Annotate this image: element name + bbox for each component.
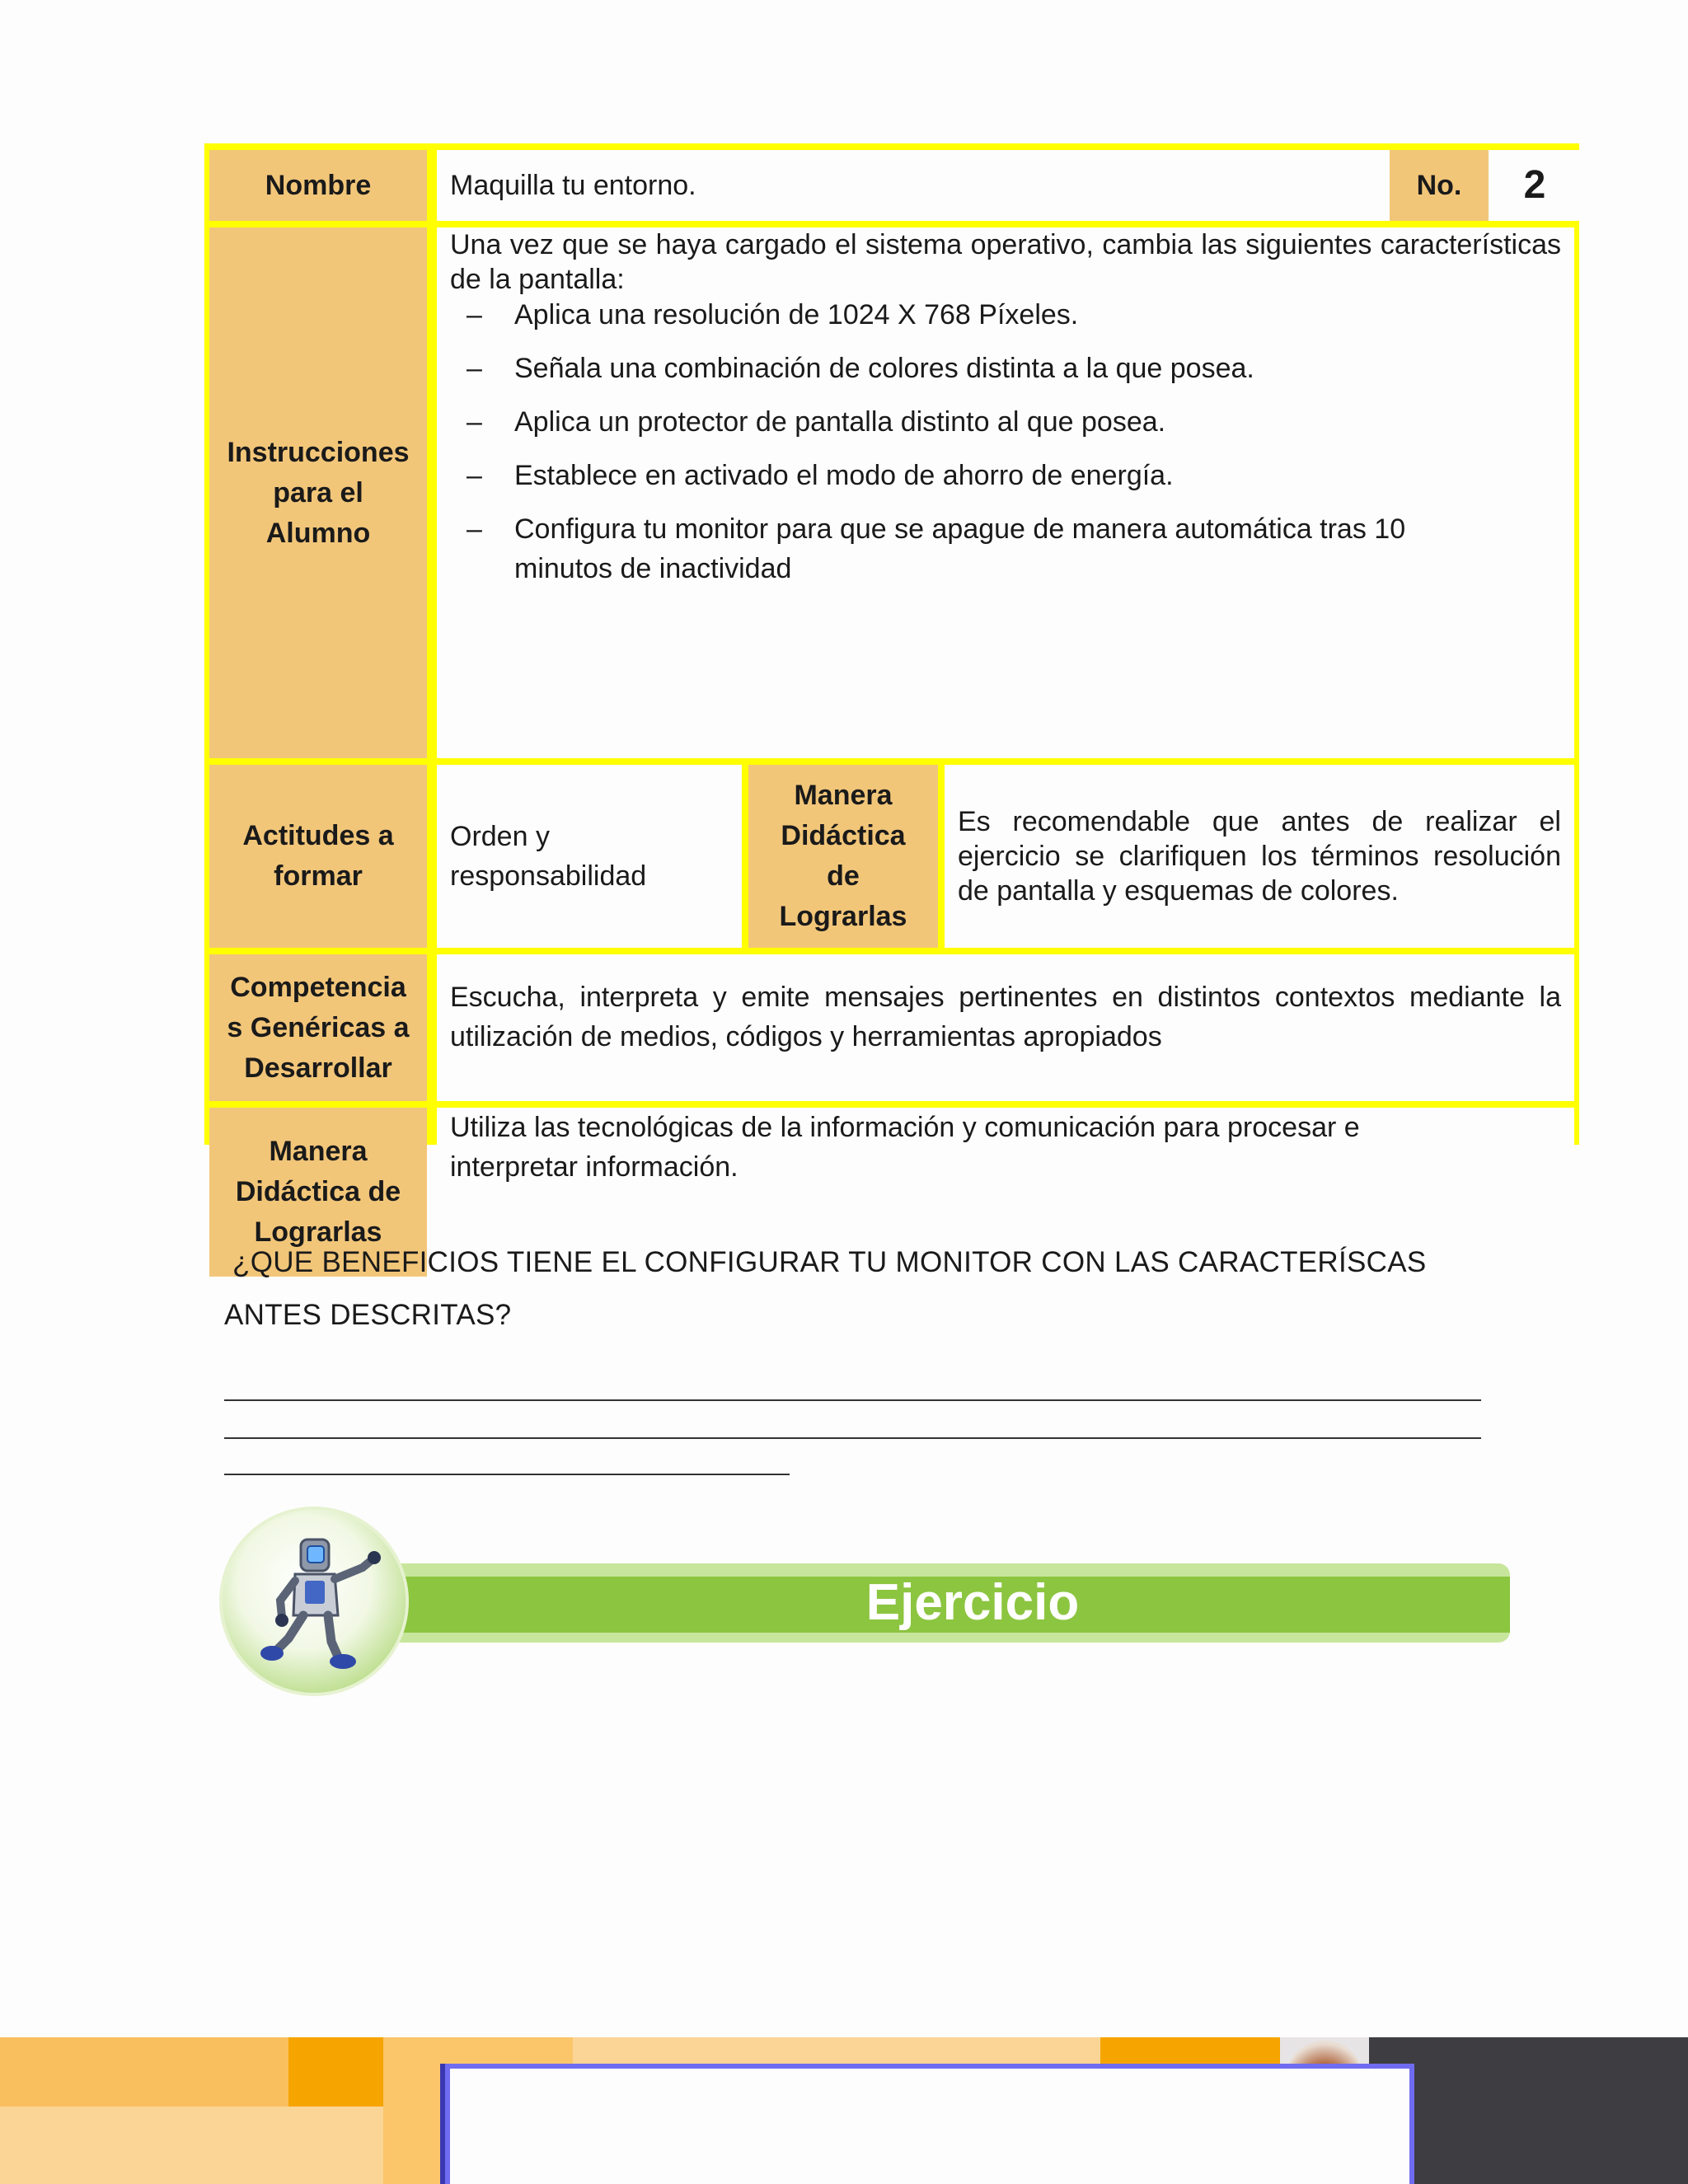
list-item: – Aplica una resolución de 1024 X 768 Píxeles. — [450, 295, 1561, 335]
manera-didactica-value: Es recomendable que antes de realizar el ejercicio se clarifiquen los términos resolución de pantalla y esquemas de colores. — [945, 765, 1574, 948]
instrucciones-content — [437, 227, 1574, 758]
actitudes-label: Actitudes a formar — [209, 765, 427, 948]
nombre-value: Maquilla tu entorno. — [437, 150, 1586, 221]
manera-didactica-label: Manera Didáctica de Lograrlas — [748, 765, 938, 948]
footer-frame — [445, 2064, 1414, 2184]
competencias-value: Escucha, interpreta y emite mensajes pertinentes en distintos contextos mediante la utilización de medios, códigos y herramientas apropiados — [437, 954, 1574, 1101]
question-text: ¿QUE BENEFICIOS TIENE EL CONFIGURAR TU MONITOR CON LAS CARACTERÍSCAS ANTES DESCRITAS? — [224, 1246, 1427, 1331]
list-item: – Configura tu monitor para que se apague de manera automática tras 10 minutos de inactividad — [450, 509, 1561, 588]
manera-didactica-2-label: Manera Didáctica de Lograrlas — [209, 1108, 427, 1277]
instrucciones-list — [450, 295, 1561, 588]
competencias-label: Competencia s Genéricas a Desarrollar — [209, 954, 427, 1101]
instrucciones-intro: Una vez que se haya cargado el sistema operativo, cambia las siguientes características de la pantalla: — [450, 229, 1561, 295]
robot-mascot-icon — [223, 1510, 406, 1693]
footer-block-bottom-left — [0, 2107, 383, 2184]
ejercicio-title: Ejercicio — [865, 1574, 1080, 1631]
nombre-label: Nombre — [209, 150, 427, 221]
answer-line[interactable] — [224, 1474, 790, 1475]
actitudes-value: Orden y responsabilidad — [437, 765, 742, 948]
footer-block-orange — [288, 2037, 383, 2107]
list-item: – Establece en activado el modo de ahorro de energía. — [450, 456, 1561, 495]
list-item: – Aplica un protector de pantalla distinto al que posea. — [450, 402, 1561, 442]
answer-line[interactable] — [224, 1437, 1481, 1439]
footer-block-dark — [1369, 2037, 1688, 2184]
no-value: 2 — [1495, 150, 1574, 221]
no-label: No. — [1390, 150, 1489, 221]
manera-didactica-2-value: Utiliza las tecnológicas de la información y comunicación para procesar e interpretar información. — [437, 1108, 1574, 1277]
instrucciones-label: Instrucciones para el Alumno — [209, 227, 427, 758]
activity-table — [204, 143, 1579, 1248]
list-item: – Señala una combinación de colores distinta a la que posea. — [450, 349, 1561, 388]
answer-line[interactable] — [224, 1399, 1481, 1401]
